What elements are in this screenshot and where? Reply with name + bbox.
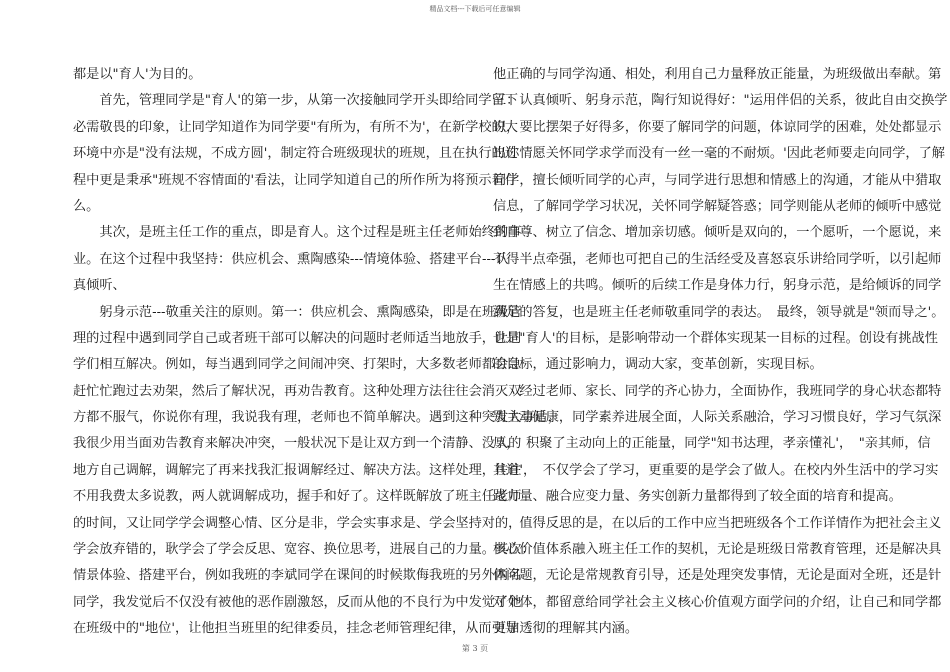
left-column-text-line: 都是以"育人'为目的。 [73, 67, 202, 82]
left-column-text-line: 赶忙忙跑过去劝架，然后了解状况，再劝告教育。这种处理方法往往会消灭双 [73, 383, 522, 399]
right-column [493, 62, 948, 643]
left-column-text-line: 必需敬畏的印象，让同学知道作为同学要"有所为，有所不为'，在新学校的大 [73, 119, 518, 135]
right-column-text-line: 三：认真倾听、躬身示范，陶行知说得好："运用伴侣的关系，彼此自由交换学 [493, 93, 948, 109]
page-header: 精品文档---下载后可任意编辑 [429, 5, 521, 13]
right-column-text-line: 到自尊、树立了信念、增加亲切感。倾听是双向的，一个愿听，一个愿说，来 [493, 225, 942, 241]
right-column-text-line: 他正确的与同学沟通、相处，利用自己力量释放正能量，为班级做出奉献。第 [493, 67, 942, 82]
right-column-text-line: 识，要比摆架子好得多，你要了解同学的问题，体谅同学的困难，处处都显示 [493, 119, 942, 135]
right-column-text-line: 同学，擅长倾听同学的心声，与同学进行思想和情感上的沟通，才能从中猎取 [493, 172, 942, 188]
left-column-text-line: 么。 [73, 198, 100, 214]
right-column-text-line: 也是"育人'的目标，是影响带动一个群体实现某一目标的过程。创设有挑战性 [493, 330, 938, 346]
left-column-text-line: 环境中亦是"没有法规，不成方圆'，制定符合班级现状的班规，且在执行的过 [73, 146, 518, 162]
left-column-text-line: 学们相互解决。例如，每当遇到同学之间闹冲突、打架时，大多数老师都会急 [73, 357, 522, 373]
left-column-text-line: 同学，我发觉后不仅没有被他的恶作剧激怒，反而从他的不良行为中发觉了她 [73, 594, 522, 610]
left-column-text-line: 学会放弃错的，耿学会了学会反思、宽容、换位思考，进展自己的力量。其次： [73, 542, 535, 558]
right-column-text-line: 体问题，无论是常规教育引导，还是处理突发事情，无论是面对全班，还是针 [493, 568, 942, 584]
left-column-text-line: 在班级中的"地位'，让他担当班里的纪律委员，挂念老师管理纪律，从而引导 [73, 621, 518, 637]
right-column-text-line: 践力量、融合应变力量、务实创新力量都得到了较全面的培育和提高。 [493, 489, 902, 505]
right-column-text-line: 生在情感上的共鸣。倾听的后续工作是身体力行，躬身示范，是给倾诉的同学 [493, 278, 942, 294]
left-column-text-line: 理的过程中遇到同学自己或者班干部可以解决的问题时老师适当地放手，让同 [73, 330, 522, 346]
right-column-text-line: 对个体，都留意给同学社会主义核心价值观方面学问的介绍，让自己和同学都 [493, 594, 942, 610]
left-column-text-line: 我很少用当面劝告教育来解决冲突，一般状况下是让双方到一个清静、没人的 [73, 436, 522, 452]
left-column-text-line: 程中更是秉承"班规不容情面的'看法，让同学知道自己的所作所为将预示着什 [73, 172, 518, 188]
right-column-text-line: 厚， 积聚了主动向上的正能量，同学"知书达理，孝亲懂礼'， "亲其师，信 [493, 436, 931, 452]
left-column-text-line: 首先，管理同学是"育人'的第一步，从第一次接触同学开头即给同学留下 [73, 93, 518, 109]
left-column-text-line: 情景体验、搭建平台，例如我班的李斌同学在课间的时候欺侮我班的另外两名 [73, 568, 522, 584]
right-column-text-line: 满足的答复，也是班主任老师敬重同学的表达。 最终，领导就是"领而导之'。 [493, 304, 945, 320]
right-column-text-line: 别主动健康，同学素养进展全面，人际关系融洽，学习习惯良好，学习气氛深 [493, 410, 942, 426]
right-column-text-line: 其道'， 不仅学会了学习，更重要的是学会了做人。在校内外生活中的学习实 [493, 462, 939, 478]
left-column-text-line: 的时间，又让同学学会调整心情、区分是非，学会实事求是、学会坚持对的， [73, 515, 522, 531]
right-column-text-line: 核心价值体系融入班主任工作的契机，无论是班级日常教育管理，还是解决具 [493, 542, 942, 558]
right-column-text-line: 经过老师、家长、同学的齐心协力，全面协作，我班同学的身心状态都特 [493, 383, 942, 399]
left-column-text-line: 业。在这个过程中我坚持：供应机会、熏陶感染---情境体验、搭建平台---认 [73, 251, 509, 267]
right-column-text-line: 的目标，通过影响力，调动大家，变革创新，实现目标。 [493, 357, 823, 373]
right-column-text-line: 更加透彻的理解其内涵。 [493, 621, 639, 637]
left-column-text-line: 其次，是班主任工作的重点，即是育人。这个过程是班主任老师始终的事 [73, 225, 522, 241]
left-column-text-line: 躬身示范---敬重关注的原则。第一：供应机会、熏陶感染，即是在班级管 [73, 304, 522, 320]
right-column-text-line: 值得反思的是，在以后的工作中应当把班级各个工作详情作为把社会主义 [493, 515, 942, 531]
left-column-text-line: 不用我费太多说教，两人就调解成功，握手和好了。这样既解放了班主任老师 [73, 489, 522, 505]
left-column [73, 62, 561, 643]
page-number: 第 3 页 [461, 644, 489, 653]
left-column-text-line: 地方自己调解，调解完了再来找我汇报调解经过、解决方法。这样处理，往往 [73, 462, 522, 478]
right-column-text-line: 信息，了解同学学习状况，关怀同学解疑答惑；同学则能从老师的倾听中感觉 [493, 198, 942, 214]
left-column-text-line: 方都不服气，你说你有理，我说我有理，老师也不简单解决。遇到这种突发大事后， [73, 410, 561, 426]
right-column-text-line: 不得半点牵强，老师也可把自己的生活经受及喜怒哀乐讲给同学听，以引起师 [493, 251, 942, 267]
right-column-text-line: 出你情愿关怀同学求学而没有一丝一毫的不耐烦。'因此老师要走向同学，了解 [493, 146, 945, 162]
left-column-text-line: 真倾听、 [73, 278, 126, 294]
